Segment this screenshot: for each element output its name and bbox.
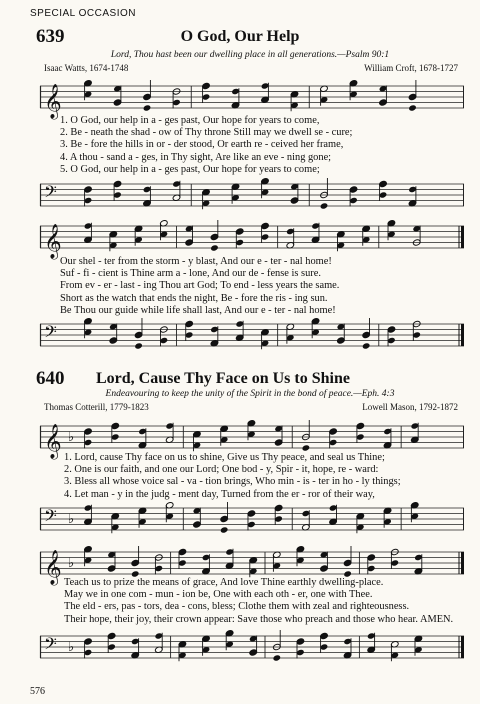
- verse-block-639-a: [60, 115, 352, 176]
- music-staff-treble-639-1: [40, 78, 464, 118]
- verse-block-640-a: [64, 452, 401, 501]
- note-head: [143, 104, 152, 111]
- music-staff-bass-639-2: [40, 316, 464, 356]
- verse-line: 1. Lord, cause Thy face on us to shine, Give us Thy peace, and seal us Thine;: [64, 452, 385, 463]
- verse-line: Teach us to prize the means of grace, And love Thine earthly dwelling-place.: [64, 577, 384, 588]
- hymn-title-639: O God, Our Help: [180, 28, 300, 45]
- music-staff-bass-639-1: [40, 176, 464, 216]
- flat-sign-icon: ♭: [68, 556, 75, 571]
- bass-clef-icon: 𝄢: [44, 505, 57, 530]
- bass-clef-icon: 𝄢: [44, 321, 57, 346]
- note-head: [273, 654, 282, 661]
- music-staff-bass-640-2: [40, 628, 464, 668]
- verse-block-640-b: [64, 577, 453, 626]
- verse-line: From ev - er - last - ing Thou art God; To end - less years the same.: [60, 280, 340, 292]
- note-head: [320, 202, 329, 209]
- verse-line: 4. A thou - sand a - ges, in Thy sight, Are like an eve - ning gone;: [60, 151, 332, 163]
- verse-line: 1. O God, our help in a - ges past, Our hope for years to come,: [60, 115, 320, 126]
- treble-clef-icon: 𝄞: [44, 550, 62, 585]
- note-head: [408, 104, 417, 111]
- verse-line: Our shel - ter from the storm - y blast, And our e - ter - nal home!: [60, 256, 332, 267]
- page-number: 576: [30, 686, 45, 697]
- verse-line: 3. Be - fore the hills in or - der stood, Or earth re - ceived her frame,: [60, 139, 344, 151]
- music-staff-bass-640-1: [40, 500, 464, 540]
- verse-line: Be Thou our guide while life shall last, And our e - ter - nal home!: [60, 304, 336, 316]
- hymn-words-credit-639: Isaac Watts, 1674-1748: [44, 63, 129, 73]
- hymn-epigraph-640: Endeavouring to keep the unity of the Spirit in the bond of peace.—Eph. 4:3: [105, 389, 395, 399]
- bass-clef-icon: 𝄢: [44, 633, 57, 658]
- verse-line: 3. Bless all whose voice sal - va - tion brings, Who min - is - ter in ho - ly things;: [64, 476, 401, 488]
- verse-line: Suf - fi - cient is Thine arm a - lone, And our de - fense is sure.: [60, 268, 321, 280]
- verse-line: The eld - ers, pas - tors, dea - cons, bless; Clothe them with zeal and righteousness.: [64, 601, 410, 613]
- note-head: [302, 444, 311, 451]
- verse-line: Short as the watch that ends the night, Be - fore the ris - ing sun.: [60, 292, 328, 304]
- hymn-music-credit-640: Lowell Mason, 1792-1872: [362, 402, 458, 412]
- note-head: [210, 244, 219, 251]
- hymn-number-639: 639: [36, 26, 65, 47]
- treble-clef-icon: 𝄞: [44, 224, 62, 259]
- note-head: [362, 342, 371, 349]
- flat-sign-icon: ♭: [68, 512, 75, 527]
- verse-line: Their hope, their joy, their crown appear: Save those who preach and those who hear. AMEN.: [64, 613, 454, 625]
- hymn-words-credit-640: Thomas Cotterill, 1779-1823: [44, 402, 149, 412]
- treble-clef-icon: 𝄞: [44, 424, 62, 459]
- verse-line: 5. O God, our help in a - ges past, Our hope for years to come;: [60, 163, 320, 175]
- verse-line: 2. One is our faith, and one our Lord; One bod - y, Spir - it, hope, re - ward:: [64, 464, 379, 476]
- note-head: [220, 526, 229, 533]
- verse-line: 4. Let man - y in the judg - ment day, Turned from the er - ror of their way,: [64, 488, 375, 500]
- hymn-number-640: 640: [36, 368, 65, 389]
- hymn-title-640: Lord, Cause Thy Face on Us to Shine: [96, 370, 350, 387]
- verse-line: May we in one com - mun - ion be, One with each oth - er, one with Thee.: [64, 589, 373, 601]
- flat-sign-icon: ♭: [68, 640, 75, 655]
- hymn-epigraph-639: Lord, Thou hast been our dwelling place in all generations.—Psalm 90:1: [110, 50, 390, 60]
- bass-clef-icon: 𝄢: [44, 181, 57, 206]
- note-head: [134, 342, 143, 349]
- verse-block-639-b: [60, 256, 339, 317]
- hymn-music-credit-639: William Croft, 1678-1727: [364, 63, 458, 73]
- music-staff-treble-639-2: [40, 218, 464, 258]
- flat-sign-icon: ♭: [68, 430, 75, 445]
- section-header: SPECIAL OCCASION: [30, 8, 136, 19]
- verse-line: 2. Be - neath the shad - ow of Thy throne Still may we dwell se - cure;: [60, 127, 353, 139]
- treble-clef-icon: 𝄞: [44, 84, 62, 119]
